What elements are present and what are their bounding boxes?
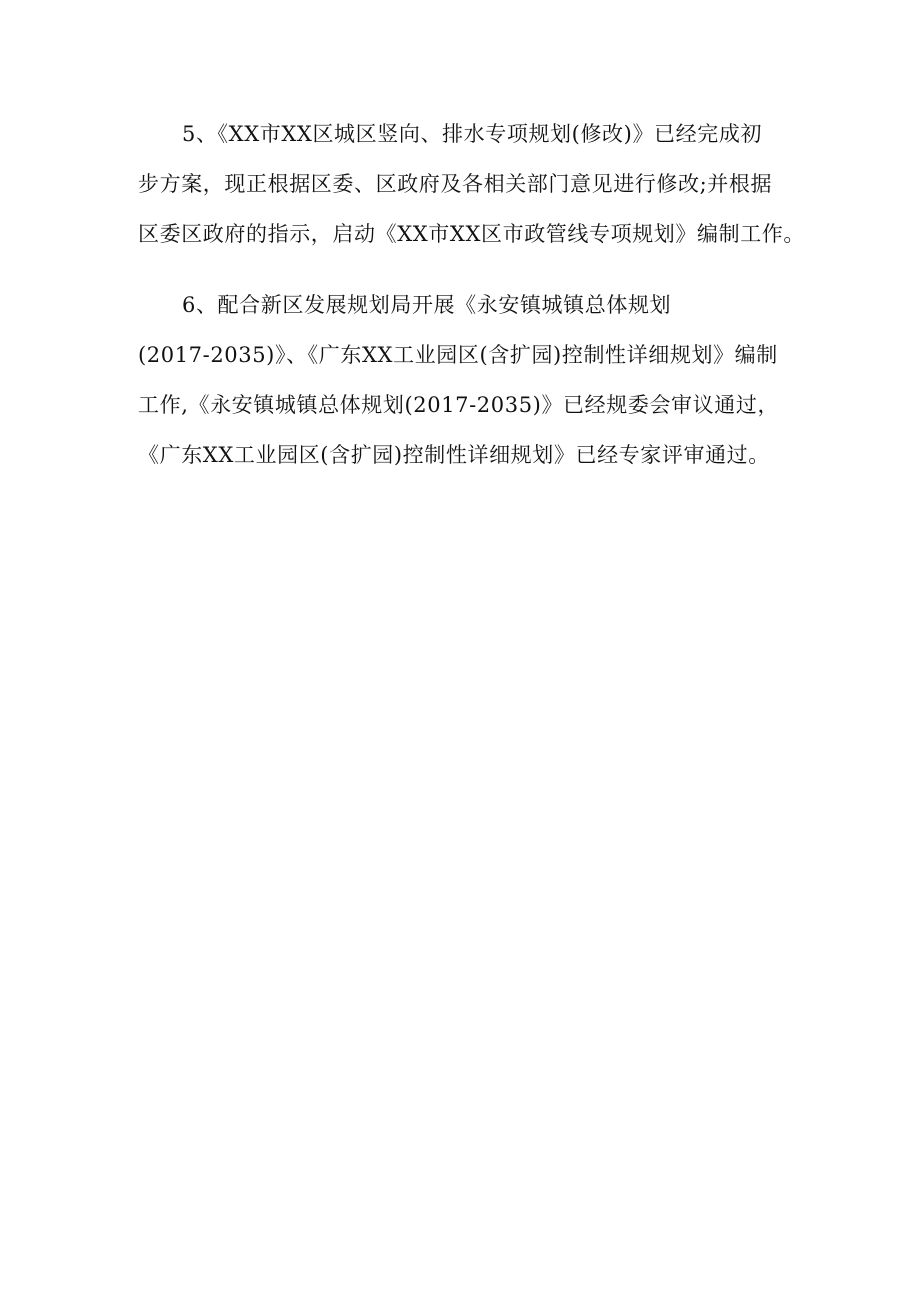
paragraph-5-line-1: 5、《XX市XX区城区竖向、排水专项规划(修改)》已经完成初 [182,122,763,146]
paragraph-5-line-2: 步方案，现正根据区委、区政府及各相关部门意见进行修改;并根据 [138,172,773,196]
paragraph-6-line-4: 《广东XX工业园区(含扩园)控制性详细规划》已经专家评审通过。 [138,443,770,467]
paragraph-6-line-3: 工作,《永安镇城镇总体规划(2017-2035)》已经规委会审议通过， [138,393,780,417]
paragraph-6-line-1: 6、配合新区发展规划局开展《永安镇城镇总体规划 [182,293,672,317]
paragraph-6-line-2: (2017-2035)》、《广东XX工业园区(含扩园)控制性详细规划》编制 [138,343,778,367]
paragraph-5-line-3: 区委区政府的指示，启动《XX市XX区市政管线专项规划》编制工作。 [138,222,805,246]
